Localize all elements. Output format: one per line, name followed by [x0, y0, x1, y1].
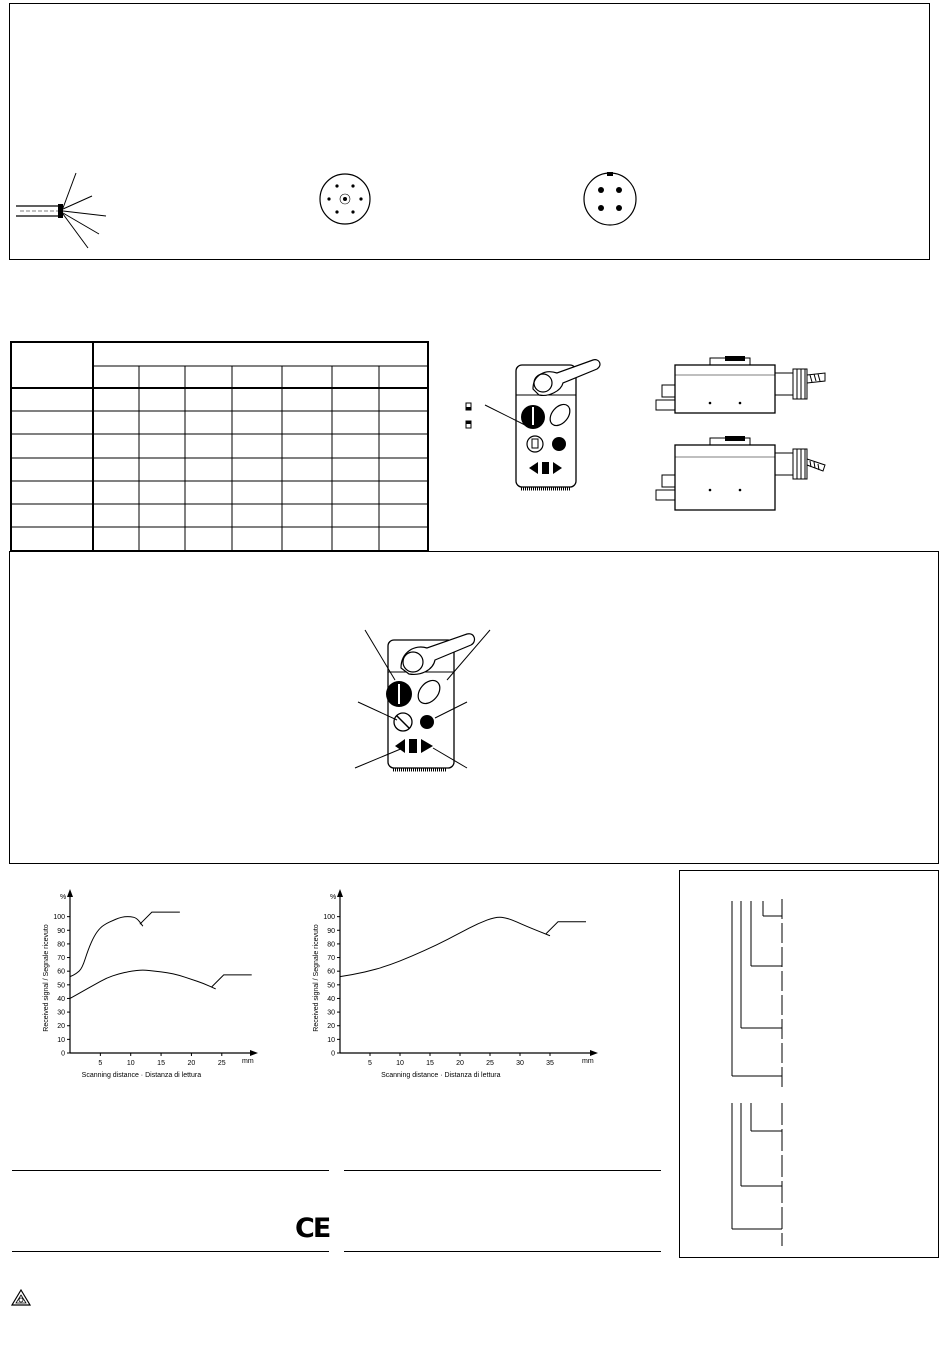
- y-tick-label: 20: [327, 1023, 335, 1031]
- recycle-icon: [10, 1288, 32, 1308]
- y-axis-arrow: [67, 889, 73, 897]
- y-unit-label: %: [60, 894, 67, 901]
- x-axis-title: Scanning distance · Distanza di lettura: [381, 1072, 501, 1079]
- x-tick-label: 30: [516, 1060, 524, 1067]
- y-tick-label: 60: [327, 968, 335, 976]
- x-tick-label: 25: [486, 1060, 494, 1067]
- y-tick-label: 0: [61, 1050, 65, 1058]
- series-leader-1: [546, 922, 586, 934]
- y-tick-label: 50: [327, 982, 335, 990]
- y-tick-label: 30: [327, 1009, 335, 1017]
- y-tick-label: 0: [331, 1050, 335, 1058]
- x-axis-arrow: [590, 1050, 598, 1056]
- rule-right-top: [344, 1170, 661, 1171]
- y-tick-label: 70: [327, 955, 335, 963]
- x-unit-label: mm: [582, 1058, 594, 1065]
- connection-panel: [9, 3, 930, 260]
- y-tick-label: 20: [57, 1023, 65, 1031]
- x-axis-title: Scanning distance · Distanza di lettura: [81, 1072, 202, 1079]
- spec-table-grid: [12, 343, 427, 550]
- x-axis-arrow: [250, 1050, 258, 1056]
- cable-wires-drawing: [14, 168, 124, 253]
- y-tick-label: 100: [323, 914, 335, 922]
- switch-symbols: [464, 401, 476, 431]
- series-leader-1: [140, 912, 180, 924]
- rule-left-bottom: [12, 1251, 329, 1252]
- x-tick-label: 5: [368, 1060, 372, 1067]
- y-axis-arrow: [337, 889, 343, 897]
- x-unit-label: mm: [242, 1058, 254, 1065]
- sensor-side-view-top: [650, 355, 830, 415]
- sensor-front-small: [485, 355, 605, 495]
- x-tick-label: 10: [126, 1060, 135, 1067]
- y-tick-label: 40: [327, 995, 335, 1003]
- y-tick-label: 10: [327, 1036, 335, 1044]
- y-tick-label: 90: [57, 927, 65, 935]
- y-tick-label: 70: [57, 955, 65, 963]
- x-tick-label: 15: [426, 1060, 434, 1067]
- timing-diagram: [680, 871, 938, 1257]
- y-axis-title: Received signal / Segnale ricevuto: [313, 924, 320, 1032]
- series-line-1: [340, 917, 550, 976]
- y-tick-label: 50: [57, 982, 65, 990]
- x-tick-label: 10: [396, 1060, 404, 1067]
- x-tick-label: 20: [187, 1060, 196, 1067]
- sensor-side-view-bottom: [650, 435, 830, 515]
- y-tick-label: 30: [57, 1009, 65, 1017]
- x-tick-label: 20: [456, 1060, 464, 1067]
- x-tick-label: 15: [157, 1060, 165, 1067]
- y-tick-label: 80: [57, 941, 65, 949]
- series-leader-2: [212, 975, 252, 987]
- x-tick-label: 5: [98, 1060, 103, 1067]
- chart-received-signal-1: [40, 880, 300, 1090]
- y-tick-label: 60: [57, 968, 65, 976]
- x-tick-label: 25: [217, 1060, 226, 1067]
- y-tick-label: 90: [327, 927, 335, 935]
- y-axis-title: Received signal / Segnale ricevuto: [43, 924, 50, 1032]
- y-unit-label: %: [330, 894, 337, 901]
- connector-5pin-drawing: [318, 172, 372, 226]
- chart-received-signal-2: [305, 880, 595, 1090]
- y-tick-label: 40: [57, 995, 65, 1003]
- sensor-front-large: [355, 630, 495, 775]
- series-line-1: [70, 917, 143, 977]
- rule-right-bottom: [344, 1251, 661, 1252]
- x-tick-label: 35: [546, 1060, 554, 1067]
- y-tick-label: 100: [53, 914, 65, 922]
- y-tick-label: 80: [327, 941, 335, 949]
- series-line-2: [70, 970, 216, 998]
- connector-4pin-drawing: [582, 171, 638, 227]
- rule-left-top: [12, 1170, 329, 1171]
- y-tick-label: 10: [57, 1036, 65, 1044]
- ce-mark: CE: [295, 1213, 330, 1244]
